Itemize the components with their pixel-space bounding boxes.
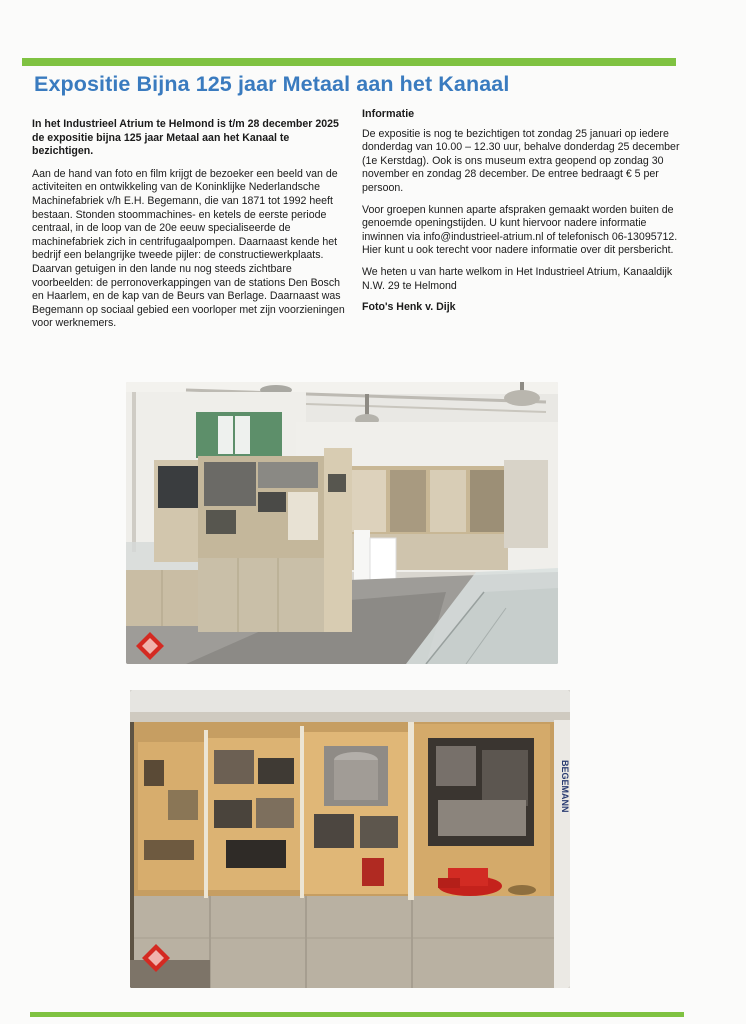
article-lead: In het Industrieel Atrium te Helmond is t/m 28 december 2025 de expositie bijna 125 jaar Metaal aan het Kanaal te bezichtigen. [32, 118, 339, 158]
left-column [32, 118, 348, 339]
photo-credit: Foto's Henk v. Dijk [362, 301, 456, 314]
info-paragraph-2: Voor groepen kunnen aparte afspraken gemaakt worden buiten de genoemde openingstijden. U kunt hiervoor nadere informatie inwinnen via info@industrieel-atrium.nl of telefonisch 06-13095712. Hier kunt u ook terecht voor nadere informatie over dit persbericht. [362, 203, 678, 257]
showcase-photo [130, 690, 570, 988]
article-body: Aan de hand van foto en film krijgt de bezoeker een beeld van de activiteiten en ontwikkeling van de Koninklijke Nederlandsche Machinefabriek v/h E.H. Begemann, die van 1871 tot 1992 heeft bestaan. Stonden stoommachines- en ketels de eerste periode centraal, in de loop van de 20e eeuw specialiseerde de machinefabriek zich in centrifugaalpompen. Daarnaast kende het bedrijf een belangrijke tweede pijler: de constructiewerkplaats. Daarvan getuigen in den lande nu nog steeds zichtbare voorbeelden: de perronoverkappingen van de stations Den Bosch en Haarlem, en de kap van de Beurs van Berlage. Daarnaast was Begemann op sociaal gebied een voorloper met zijn voorzieningen voor werknemers. [32, 167, 345, 330]
showcase-brand-label: BEGEMANN [560, 760, 570, 813]
info-paragraph-1: De expositie is nog te bezichtigen tot zondag 25 januari op iedere donderdag van 10.00 – 12.30 uur, behalve donderdag 25 december (1e Kerstdag). Ook is ons museum extra geopend op zondag 30 november en zondag 28 december. De entree bedraagt € 5 per persoon. [362, 127, 680, 194]
info-paragraph-3: We heten u van harte welkom in Het Industrieel Atrium, Kanaaldijk N.W. 29 te Helmond [362, 265, 673, 292]
right-column [362, 108, 680, 315]
info-heading: Informatie [362, 108, 415, 120]
bottom-green-rule [30, 1012, 684, 1017]
exhibition-hall-photo [126, 382, 558, 664]
top-green-rule [22, 58, 676, 66]
article-title: Expositie Bijna 125 jaar Metaal aan het Kanaal [34, 72, 510, 96]
